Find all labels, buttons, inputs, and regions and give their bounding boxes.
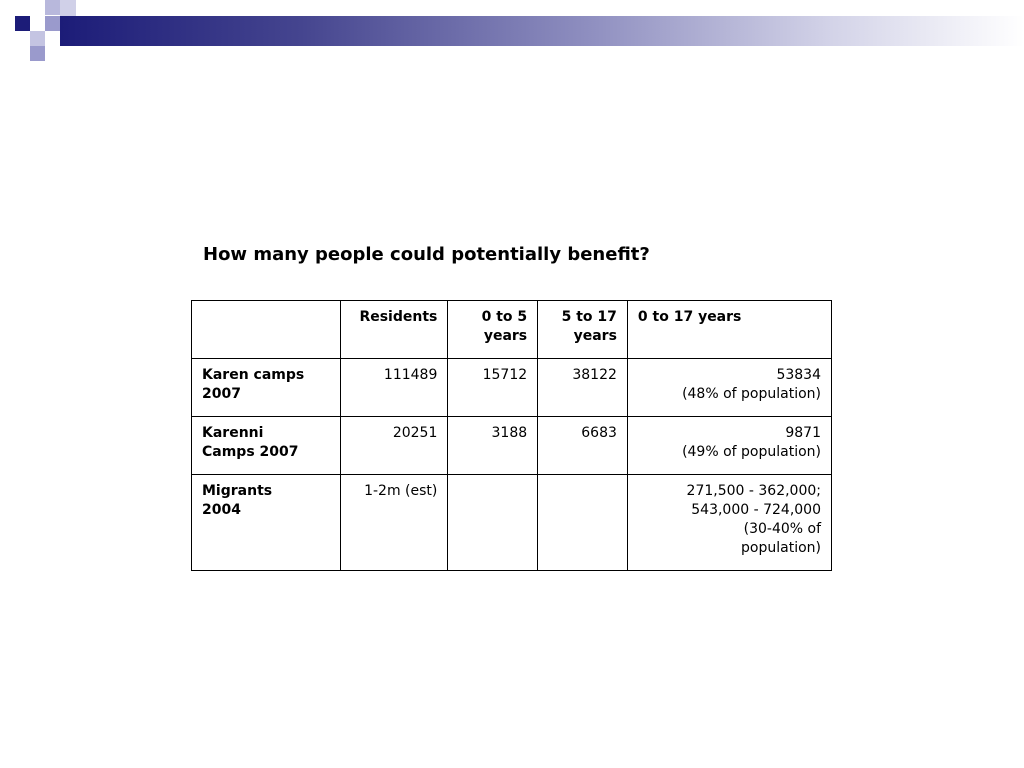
table-row	[192, 475, 832, 571]
cell-age-0-17: 9871 (49% of population)	[627, 417, 831, 475]
cell-age-0-5	[448, 475, 538, 571]
decor-square	[45, 0, 60, 15]
slide-title: How many people could potentially benefit?	[203, 244, 650, 265]
decor-square	[45, 16, 60, 31]
cell-residents: 20251	[341, 417, 448, 475]
decor-square	[0, 0, 15, 15]
cell-age-0-5: 3188	[448, 417, 538, 475]
decor-square	[30, 31, 45, 46]
header-cell-age-0-5: 0 to 5 years	[448, 301, 538, 359]
row-label-karenni-camps: Karenni Camps 2007	[192, 417, 341, 475]
decor-square	[60, 0, 76, 16]
cell-age-0-5: 15712	[448, 359, 538, 417]
header-gradient-bar	[60, 16, 1024, 46]
row-label-karen-camps: Karen camps 2007	[192, 359, 341, 417]
cell-age-5-17: 38122	[538, 359, 628, 417]
table-row	[192, 417, 832, 475]
header-cell-residents: Residents	[341, 301, 448, 359]
header-cell-empty	[192, 301, 341, 359]
decor-square	[30, 46, 45, 61]
header-cell-age-0-17: 0 to 17 years	[627, 301, 831, 359]
row-label-migrants: Migrants 2004	[192, 475, 341, 571]
cell-age-0-17: 271,500 - 362,000; 543,000 - 724,000 (30-40% of population)	[627, 475, 831, 571]
cell-age-0-17: 53834 (48% of population)	[627, 359, 831, 417]
decor-square	[0, 31, 15, 46]
cell-age-5-17: 6683	[538, 417, 628, 475]
cell-residents: 111489	[341, 359, 448, 417]
table-header-row	[192, 301, 832, 359]
cell-residents: 1-2m (est)	[341, 475, 448, 571]
table-row	[192, 359, 832, 417]
population-table	[191, 300, 832, 571]
decor-square	[15, 16, 30, 31]
header-cell-age-5-17: 5 to 17 years	[538, 301, 628, 359]
cell-age-5-17	[538, 475, 628, 571]
